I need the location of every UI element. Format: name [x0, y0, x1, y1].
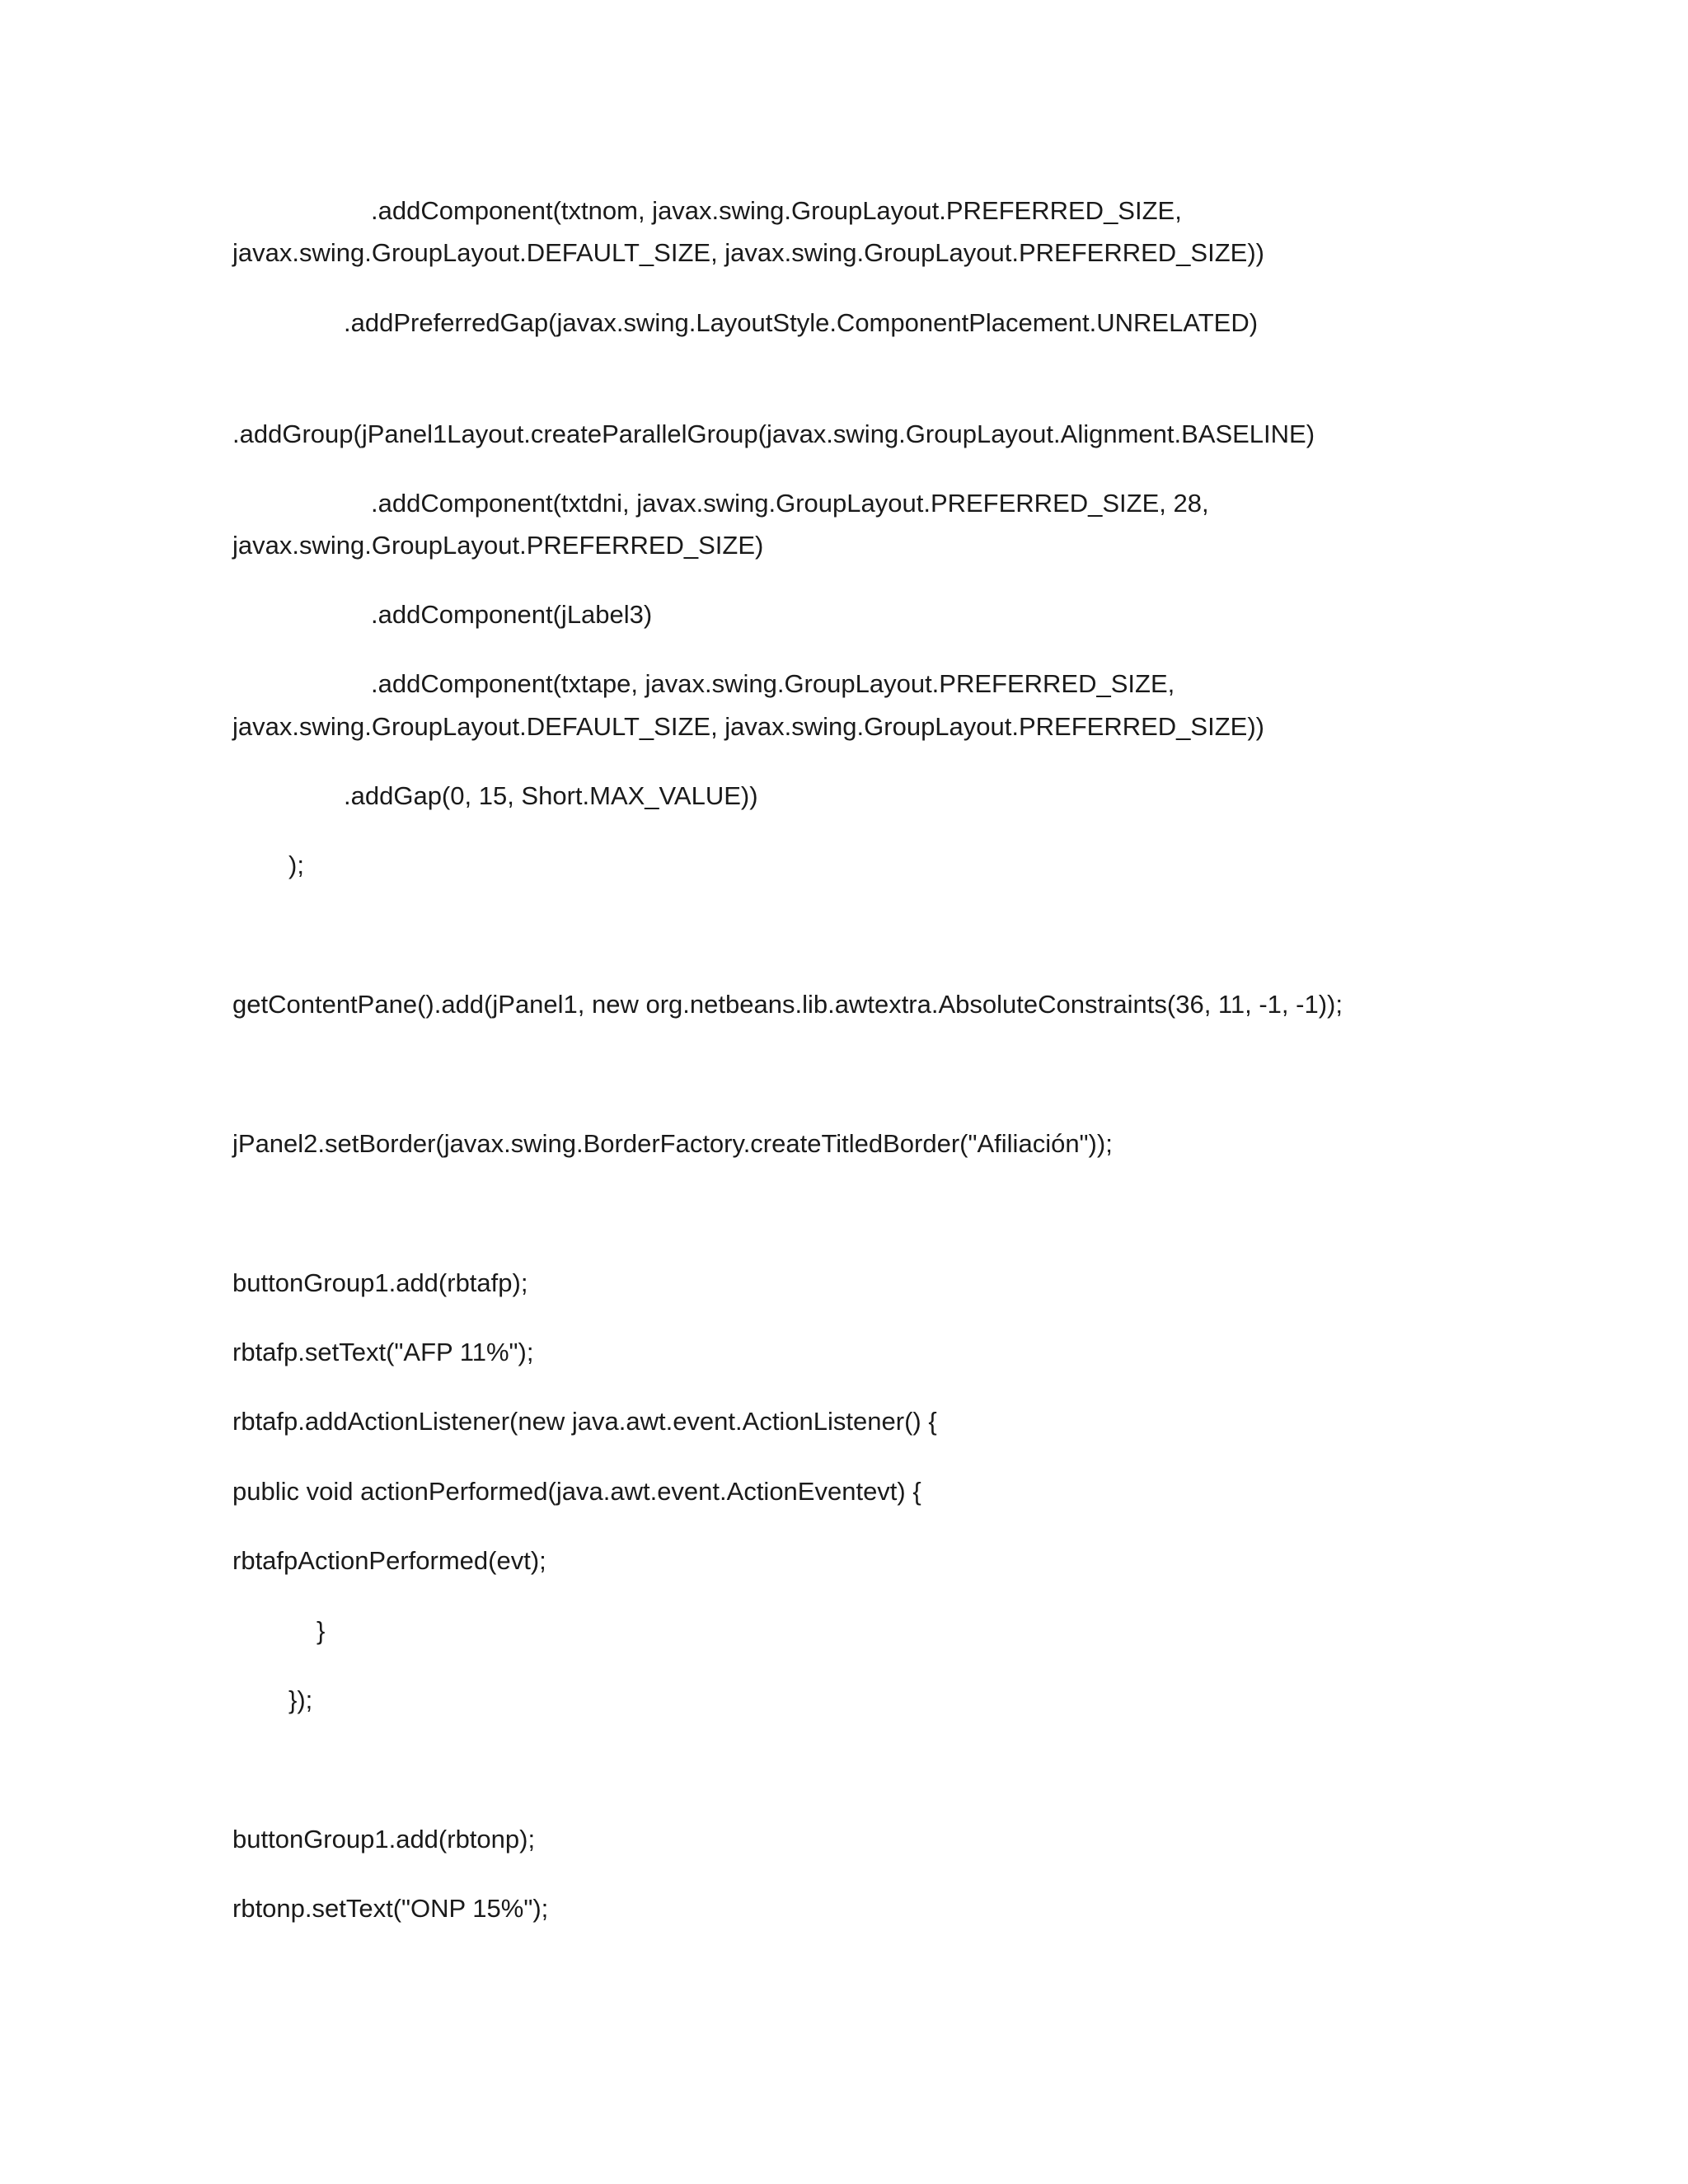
- code-line-3: .addPreferredGap(javax.swing.LayoutStyle.ComponentPlacement.UNRELATED): [344, 308, 1259, 337]
- code-line-8: .addComponent(txtape, javax.swing.GroupLayout.PREFERRED_SIZE,: [371, 669, 1175, 698]
- code-line-21: buttonGroup1.add(rbtonp);: [232, 1825, 536, 1854]
- code-line-19: }: [316, 1616, 326, 1645]
- code-line-4: .addGroup(jPanel1Layout.createParallelGroup(javax.swing.GroupLayout.Alignment.BASELINE): [232, 419, 1315, 448]
- code-line-2: javax.swing.GroupLayout.DEFAULT_SIZE, javax.swing.GroupLayout.PREFERRED_SIZE)): [232, 238, 1264, 267]
- code-line-1: .addComponent(txtnom, javax.swing.GroupLayout.PREFERRED_SIZE,: [371, 196, 1182, 225]
- code-line-13: jPanel2.setBorder(javax.swing.BorderFactory.createTitledBorder("Afiliación"));: [232, 1129, 1113, 1158]
- code-line-11: );: [288, 851, 304, 879]
- code-line-7: .addComponent(jLabel3): [371, 600, 653, 629]
- code-line-15: rbtafp.setText("AFP 11%");: [232, 1338, 534, 1366]
- code-line-5: .addComponent(txtdni, javax.swing.GroupLayout.PREFERRED_SIZE, 28,: [371, 489, 1209, 518]
- code-line-10: .addGap(0, 15, Short.MAX_VALUE)): [344, 781, 758, 810]
- code-line-12: getContentPane().add(jPanel1, new org.netbeans.lib.awtextra.AbsoluteConstraints(36, 11, -1, -1));: [232, 990, 1343, 1019]
- code-line-6: javax.swing.GroupLayout.PREFERRED_SIZE): [232, 531, 764, 560]
- code-line-18: rbtafpActionPerformed(evt);: [232, 1546, 546, 1575]
- code-line-16: rbtafp.addActionListener(new java.awt.event.ActionListener() {: [232, 1407, 937, 1436]
- code-line-22: rbtonp.setText("ONP 15%");: [232, 1894, 549, 1923]
- code-line-9: javax.swing.GroupLayout.DEFAULT_SIZE, javax.swing.GroupLayout.PREFERRED_SIZE)): [232, 712, 1264, 741]
- code-line-14: buttonGroup1.add(rbtafp);: [232, 1268, 528, 1297]
- code-line-20: });: [288, 1685, 313, 1714]
- code-line-17: public void actionPerformed(java.awt.event.ActionEventevt) {: [232, 1477, 921, 1506]
